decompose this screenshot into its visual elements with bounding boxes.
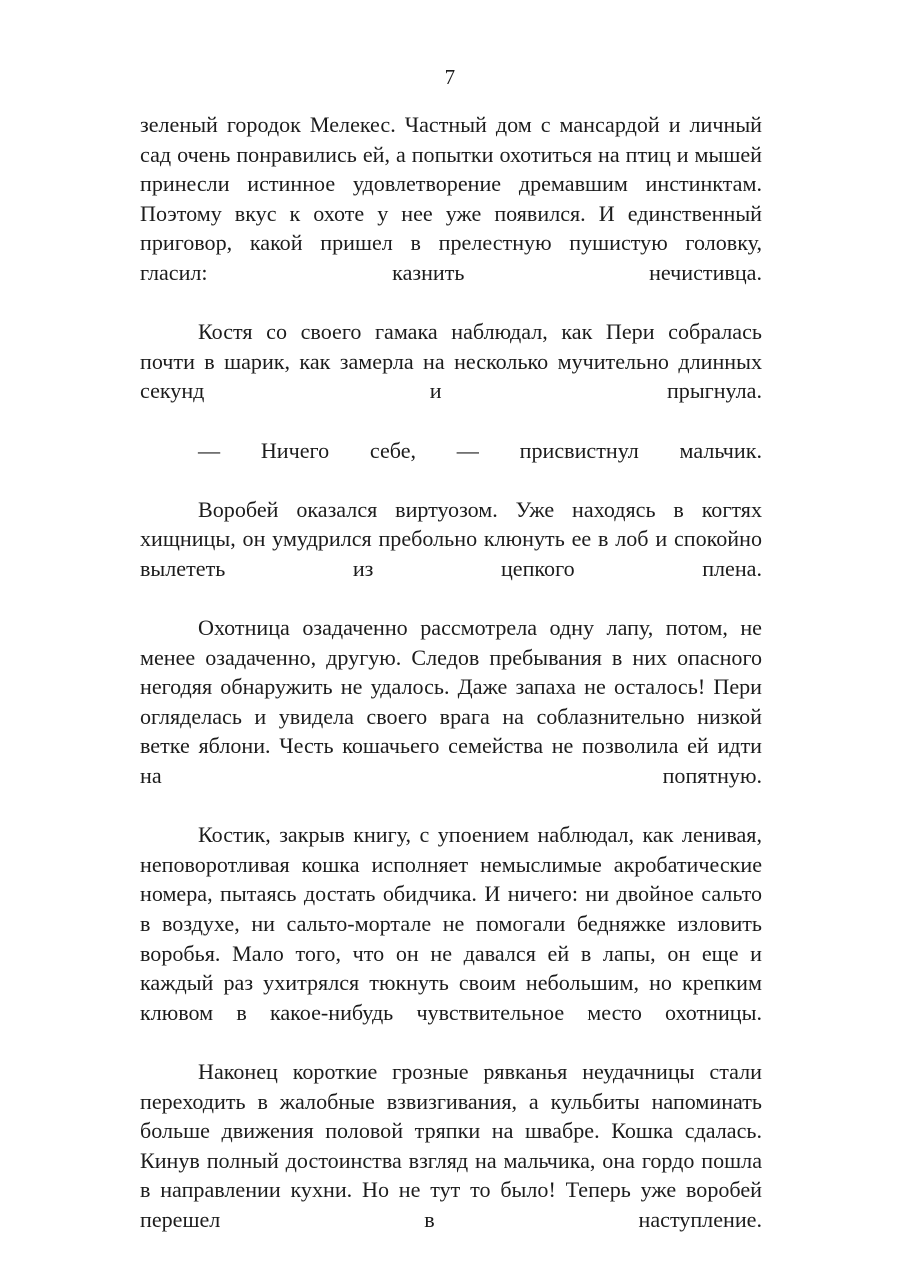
paragraph-3-dialogue: — Ничего себе, — присвистнул мальчик. — [198, 437, 762, 463]
paragraph-5: Охотница озадаченно рассмотрела одну лапу, потом, не менее озадаченно, другую. Следов пребывания в них опасного негодяя обнаружить не удалось. Даже запаха не осталось! Пери огляделась и увидела своего врага на соблазнительно низкой ветке яблони. Честь кошачьего семейства не позволила ей идти на попятную. — [140, 615, 762, 789]
paragraph-6: Костик, закрыв книгу, с упоением наблюдал, как ленивая, неповоротливая кошка исполняет немыслимые акробатические номера, пытаясь достать обидчика. И ничего: ни двойное сальто в воздухе, ни сальто-мортале не помогали бедняжке изловить воробья. Мало того, что он не давался ей в лапы, он еще и каждый раз ухитрялся тюкнуть своим небольшим, но крепким клювом в какое-нибудь чувствительное место охотницы. — [140, 822, 762, 1025]
paragraph-7: Наконец короткие грозные рявканья неудачницы стали переходить в жалобные взвизгивания, а кульбиты напоминать больше движения половой тряпки на швабре. Кошка сдалась. Кинув полный достоинства взгляд на мальчика, она гордо пошла в направлении кухни. Но не тут то было! Теперь уже воробей перешел в наступление. — [140, 1059, 762, 1232]
paragraph-4: Воробей оказался виртуозом. Уже находясь в когтях хищницы, он умудрился пребольно клюнуть ее в лоб и спокойно вылететь из цепкого плена. — [140, 496, 762, 581]
body-text-block — [140, 110, 762, 1264]
paragraph-1: зеленый городок Мелекес. Частный дом с мансардой и личный сад очень понравились ей, а попытки охотиться на птиц и мышей принесли истинное удовлетворение дремавшим инстинктам. Поэтому вкус к охоте у нее уже появился. И единственный приговор, какой пришел в прелестную пушистую головку, гласил: казнить нечистивца. — [140, 112, 762, 285]
paragraph-2: Костя со своего гамака наблюдал, как Пери собралась почти в шарик, как замерла на несколько мучительно длинных секунд и прыгнула. — [140, 319, 762, 404]
page-number: 7 — [444, 65, 456, 89]
